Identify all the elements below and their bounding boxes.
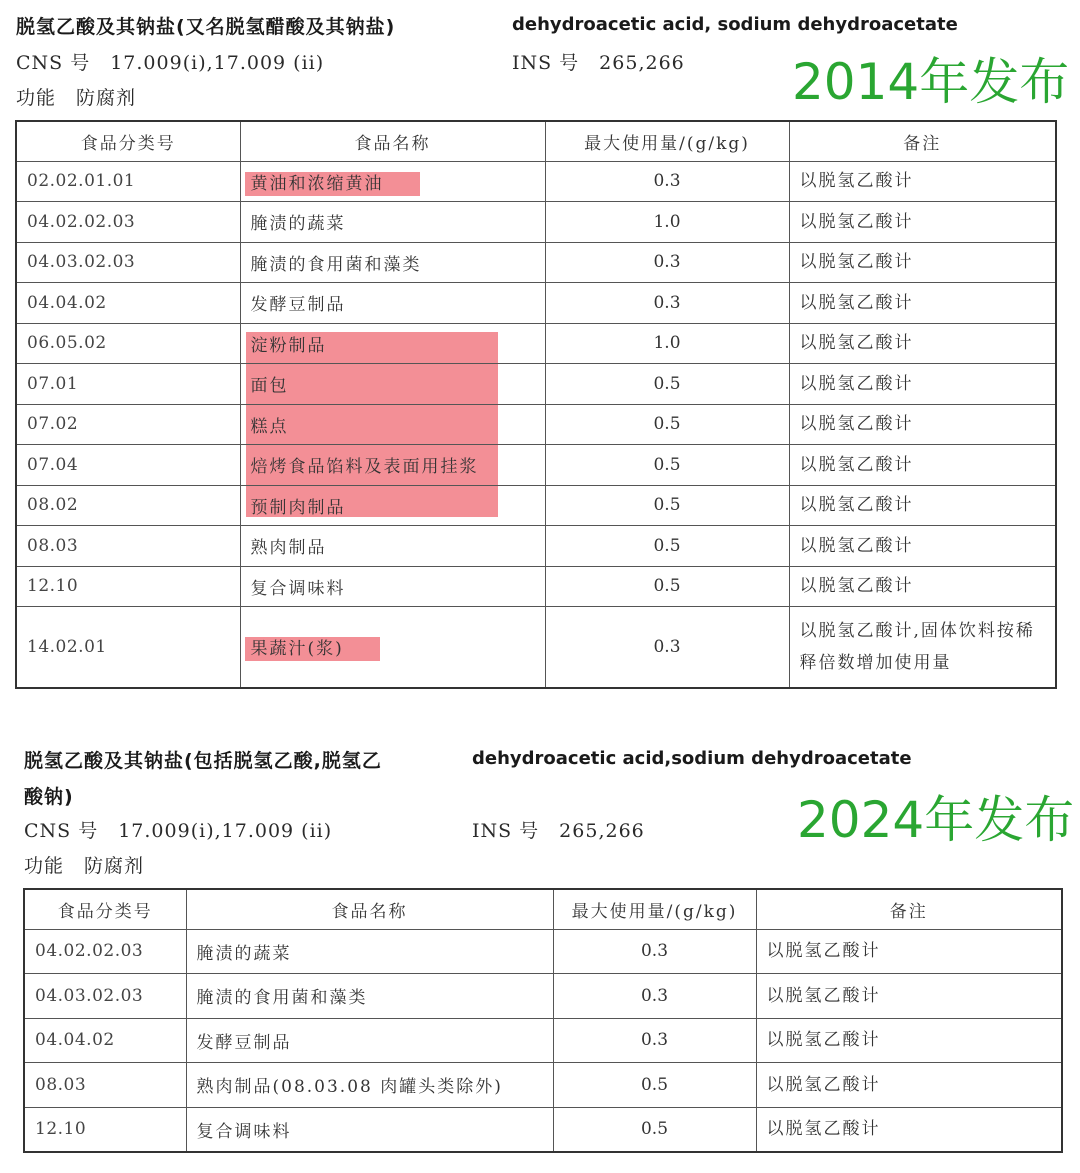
remarks-cell: 以脱氢乙酸计 xyxy=(789,364,1056,405)
title-cn-2014: 脱氢乙酸及其钠盐(又名脱氢醋酸及其钠盐) xyxy=(16,16,396,38)
table-row xyxy=(16,445,1056,486)
remarks-cell: 以脱氢乙酸计 xyxy=(789,283,1056,324)
table-row xyxy=(16,242,1056,283)
table-row xyxy=(16,526,1056,567)
table-row xyxy=(16,283,1056,324)
release-year-stamp-2024: 2024年发布 xyxy=(797,791,1075,849)
table-row xyxy=(16,202,1056,243)
table-row xyxy=(24,1018,1062,1063)
food-name-cell xyxy=(240,202,545,243)
header-food-name: 食品名称 xyxy=(186,889,553,929)
table-header-row xyxy=(24,889,1062,929)
table-row xyxy=(24,1107,1062,1152)
remarks-cell: 以脱氢乙酸计 xyxy=(756,1063,1062,1108)
remarks-cell: 以脱氢乙酸计 xyxy=(789,202,1056,243)
category-code-cell: 04.04.02 xyxy=(24,1018,186,1063)
max-usage-cell: 0.5 xyxy=(553,1107,756,1152)
remarks-cell: 以脱氢乙酸计 xyxy=(756,974,1062,1019)
header-category-code: 食品分类号 xyxy=(24,889,186,929)
food-name-text: 果蔬汁(浆) xyxy=(245,637,380,661)
category-code-cell: 07.02 xyxy=(16,404,240,445)
remarks-cell: 以脱氢乙酸计 xyxy=(789,485,1056,526)
table-row xyxy=(16,404,1056,445)
remarks-cell: 以脱氢乙酸计 xyxy=(789,323,1056,364)
max-usage-cell: 0.3 xyxy=(545,242,789,283)
function-2024: 功能 防腐剂 xyxy=(24,855,145,877)
ins-number-2014: INS 号 265,266 xyxy=(512,52,685,74)
food-name-text: 发酵豆制品 xyxy=(250,295,346,316)
max-usage-cell: 0.3 xyxy=(553,1018,756,1063)
category-code-cell: 04.02.02.03 xyxy=(16,202,240,243)
category-code-cell: 04.03.02.03 xyxy=(24,974,186,1019)
header-category-code: 食品分类号 xyxy=(16,121,240,161)
table-row xyxy=(16,161,1056,202)
function-2014: 功能 防腐剂 xyxy=(16,87,137,109)
food-name-text: 腌渍的食用菌和藻类 xyxy=(250,254,422,275)
cns-number-2014: CNS 号 17.009(i),17.009 (ii) xyxy=(16,52,325,74)
food-name-cell xyxy=(240,242,545,283)
usage-table-2014 xyxy=(15,120,1057,689)
max-usage-cell: 0.3 xyxy=(553,974,756,1019)
remarks-cell: 以脱氢乙酸计 xyxy=(789,161,1056,202)
food-name-cell xyxy=(240,445,545,486)
food-name-text: 腌渍的蔬菜 xyxy=(250,214,346,235)
release-year-stamp-2014: 2014年发布 xyxy=(792,53,1070,111)
food-name-text: 熟肉制品(08.03.08 肉罐头类除外) xyxy=(196,1077,503,1098)
title-cn-2024-line2: 酸钠) xyxy=(24,786,74,808)
title-en-2024: dehydroacetic acid,sodium dehydroacetate xyxy=(472,748,912,769)
food-name-cell xyxy=(240,566,545,607)
remarks-cell: 以脱氢乙酸计 xyxy=(789,242,1056,283)
remarks-cell: 以脱氢乙酸计 xyxy=(756,929,1062,974)
remarks-cell: 以脱氢乙酸计 xyxy=(756,1107,1062,1152)
max-usage-cell: 0.3 xyxy=(545,607,789,688)
food-name-text: 糕点 xyxy=(250,416,289,437)
header-remarks: 备注 xyxy=(789,121,1056,161)
category-code-cell: 08.03 xyxy=(16,526,240,567)
category-code-cell: 07.04 xyxy=(16,445,240,486)
food-name-text: 腌渍的食用菌和藻类 xyxy=(196,988,368,1009)
table-row xyxy=(16,566,1056,607)
food-name-cell xyxy=(240,161,545,202)
header-remarks: 备注 xyxy=(756,889,1062,929)
max-usage-cell: 0.5 xyxy=(545,485,789,526)
max-usage-cell: 0.5 xyxy=(553,1063,756,1108)
header-food-name: 食品名称 xyxy=(240,121,545,161)
category-code-cell: 12.10 xyxy=(16,566,240,607)
food-name-text: 面包 xyxy=(250,376,289,397)
food-name-cell xyxy=(186,929,553,974)
max-usage-cell: 0.5 xyxy=(545,404,789,445)
remarks-cell: 以脱氢乙酸计,固体饮料按稀释倍数增加使用量 xyxy=(789,607,1056,688)
table-row xyxy=(16,485,1056,526)
category-code-cell: 08.02 xyxy=(16,485,240,526)
food-name-text: 复合调味料 xyxy=(250,578,346,599)
food-name-cell xyxy=(240,364,545,405)
ins-number-2024: INS 号 265,266 xyxy=(472,820,645,842)
food-name-cell xyxy=(186,1018,553,1063)
food-name-cell xyxy=(186,974,553,1019)
food-name-cell xyxy=(240,485,545,526)
food-name-text: 发酵豆制品 xyxy=(196,1032,292,1053)
table-row xyxy=(16,364,1056,405)
title-cn-2024-line1: 脱氢乙酸及其钠盐(包括脱氢乙酸,脱氢乙 xyxy=(24,750,382,772)
max-usage-cell: 0.3 xyxy=(553,929,756,974)
cns-number-2024: CNS 号 17.009(i),17.009 (ii) xyxy=(24,820,333,842)
table-row xyxy=(16,323,1056,364)
category-code-cell: 02.02.01.01 xyxy=(16,161,240,202)
food-name-cell xyxy=(240,404,545,445)
max-usage-cell: 0.5 xyxy=(545,566,789,607)
food-name-text: 熟肉制品 xyxy=(250,538,327,559)
category-code-cell: 12.10 xyxy=(24,1107,186,1152)
food-name-text: 淀粉制品 xyxy=(250,335,327,356)
table-row xyxy=(16,607,1056,688)
category-code-cell: 08.03 xyxy=(24,1063,186,1108)
table-header-row xyxy=(16,121,1056,161)
food-name-text: 焙烤食品馅料及表面用挂浆 xyxy=(250,457,479,478)
food-name-cell xyxy=(240,323,545,364)
category-code-cell: 04.02.02.03 xyxy=(24,929,186,974)
category-code-cell: 14.02.01 xyxy=(16,607,240,688)
food-name-text: 黄油和浓缩黄油 xyxy=(245,172,420,196)
remarks-cell: 以脱氢乙酸计 xyxy=(789,445,1056,486)
food-name-cell xyxy=(240,526,545,567)
food-name-text: 复合调味料 xyxy=(196,1121,292,1142)
table-row xyxy=(24,974,1062,1019)
food-name-cell xyxy=(186,1107,553,1152)
max-usage-cell: 0.3 xyxy=(545,161,789,202)
header-max-usage: 最大使用量/(g/kg) xyxy=(545,121,789,161)
table-row xyxy=(24,1063,1062,1108)
food-name-cell xyxy=(240,283,545,324)
max-usage-cell: 0.3 xyxy=(545,283,789,324)
usage-table-2024 xyxy=(23,888,1063,1153)
table-row xyxy=(24,929,1062,974)
category-code-cell: 04.04.02 xyxy=(16,283,240,324)
food-name-text: 腌渍的蔬菜 xyxy=(196,943,292,964)
food-name-text: 预制肉制品 xyxy=(250,497,346,518)
remarks-cell: 以脱氢乙酸计 xyxy=(789,404,1056,445)
max-usage-cell: 0.5 xyxy=(545,364,789,405)
category-code-cell: 06.05.02 xyxy=(16,323,240,364)
max-usage-cell: 0.5 xyxy=(545,526,789,567)
category-code-cell: 04.03.02.03 xyxy=(16,242,240,283)
remarks-cell: 以脱氢乙酸计 xyxy=(756,1018,1062,1063)
remarks-cell: 以脱氢乙酸计 xyxy=(789,566,1056,607)
food-name-cell xyxy=(240,607,545,688)
remarks-cell: 以脱氢乙酸计 xyxy=(789,526,1056,567)
header-max-usage: 最大使用量/(g/kg) xyxy=(553,889,756,929)
food-name-cell xyxy=(186,1063,553,1108)
max-usage-cell: 0.5 xyxy=(545,445,789,486)
title-en-2014: dehydroacetic acid, sodium dehydroacetate xyxy=(512,14,958,35)
max-usage-cell: 1.0 xyxy=(545,323,789,364)
category-code-cell: 07.01 xyxy=(16,364,240,405)
max-usage-cell: 1.0 xyxy=(545,202,789,243)
